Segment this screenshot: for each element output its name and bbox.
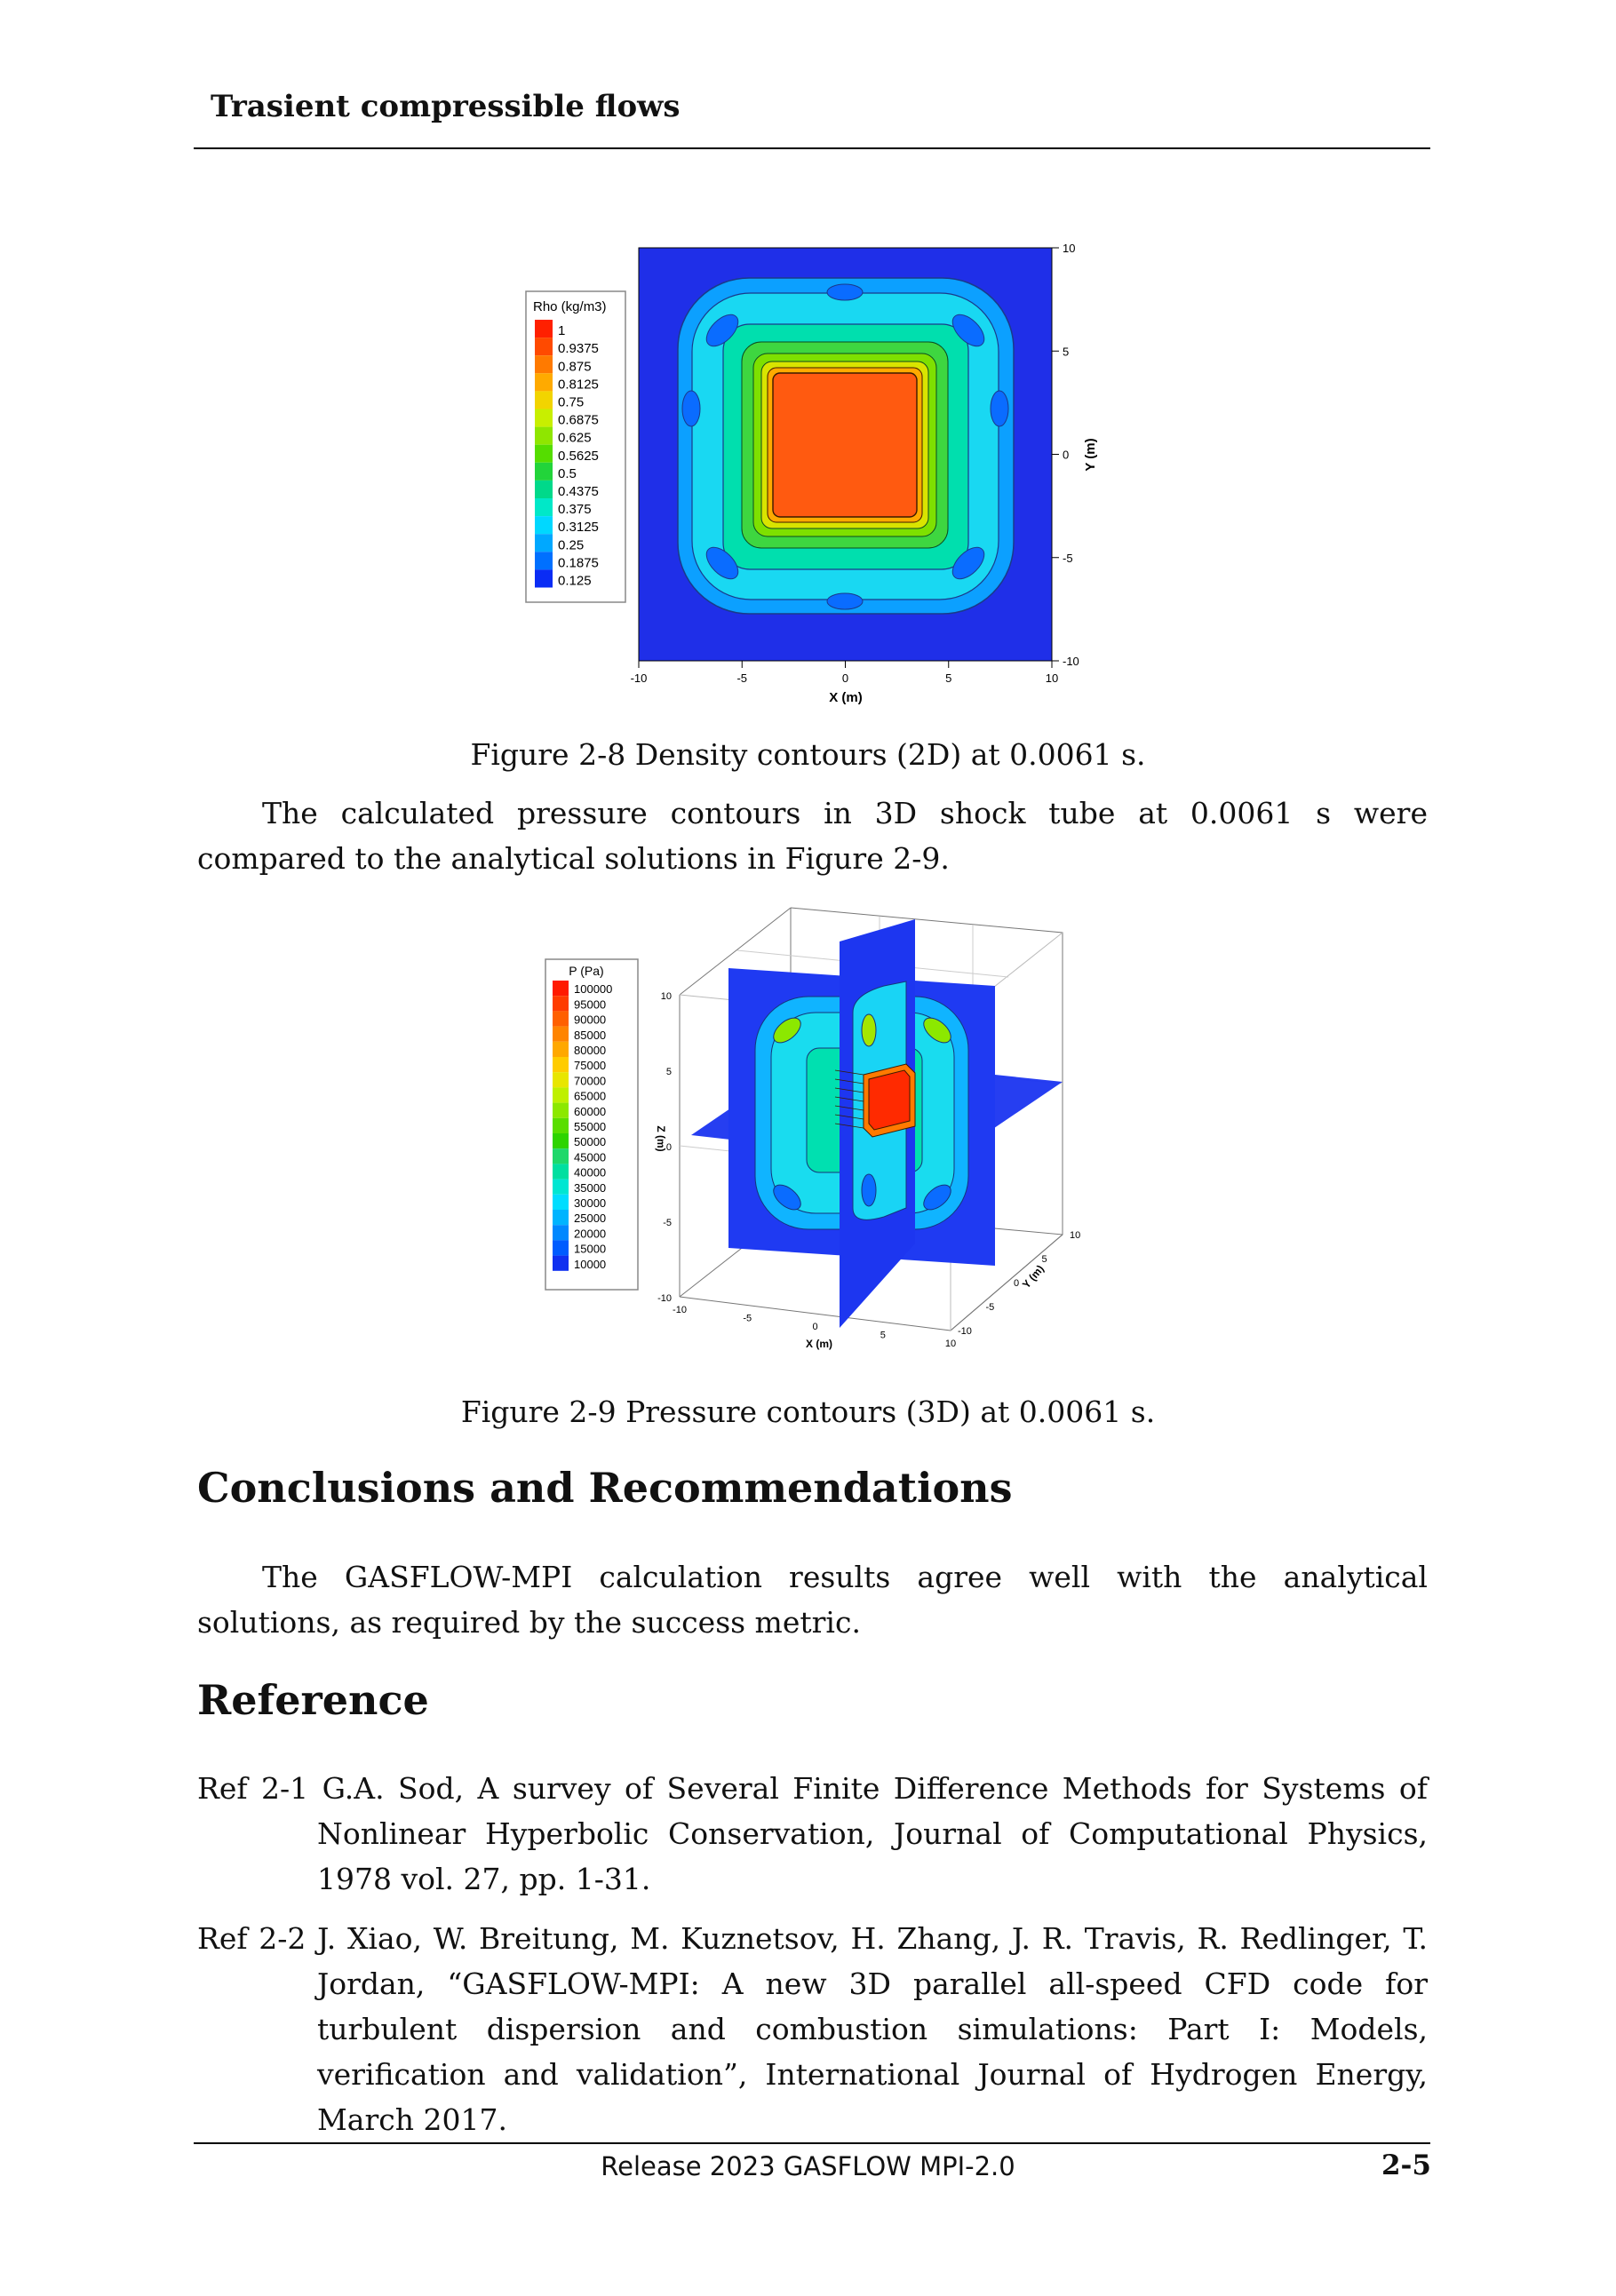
density-x-tick-label: 0 (841, 671, 849, 685)
density-legend-swatch (535, 355, 553, 373)
density-legend-swatch (535, 534, 553, 552)
density-legend-title: Rho (kg/m3) (533, 299, 607, 314)
pressure-z-tick-label: 5 (665, 1067, 672, 1077)
pressure-legend-swatch (553, 1057, 569, 1072)
pressure-legend-swatch (553, 996, 569, 1011)
density-y-tick-label: -5 (1063, 551, 1073, 565)
density-legend-label: 0.375 (558, 502, 592, 518)
pressure-legend-label: 15000 (574, 1242, 607, 1256)
density-legend-label: 0.5 (558, 465, 577, 481)
density-legend-label: 0.4375 (558, 484, 599, 499)
density-y-axis-label: Y (m) (1083, 438, 1098, 472)
density-legend-label: 1 (558, 323, 566, 339)
pressure-legend-swatch (553, 1042, 569, 1057)
pressure-z-tick-label: 0 (665, 1142, 672, 1153)
pressure-legend-swatch (553, 1210, 569, 1225)
header-rule (194, 147, 1430, 149)
page-header-title: Trasient compressible flows (211, 89, 681, 124)
density-x-tick-label: -10 (630, 671, 648, 685)
density-legend-swatch (535, 338, 553, 355)
reference-text: Ref 2-2 J. Xiao, W. Breitung, M. Kuznetsov, H. Zhang, J. R. Travis, R. Redlinger, T. Jordan, “GASFLOW-MPI: A new 3D parallel all-speed CFD code for turbulent dispersion and combustion simulations: Part I: Models, verification and validation”, International Journal of Hydrogen Energy, March 2017. (197, 1921, 1428, 2137)
pressure-legend-swatch (553, 1103, 569, 1118)
pressure-legend-label: 10000 (574, 1257, 607, 1271)
footer-release: Release 2023 GASFLOW MPI-2.0 (601, 2151, 1015, 2181)
reference-item (197, 1916, 1428, 2142)
pressure-legend-swatch (553, 981, 569, 996)
density-legend-swatch (535, 463, 553, 481)
pressure-legend-label: 100000 (574, 982, 613, 997)
pressure-legend-label: 75000 (574, 1059, 607, 1073)
density-legend-label: 0.1875 (558, 555, 599, 571)
figure-2-9-caption: Figure 2-9 Pressure contours (3D) at 0.0061 s. (460, 1394, 1156, 1429)
pressure-legend-swatch (553, 1180, 569, 1195)
pressure-legend-label: 45000 (574, 1150, 607, 1164)
density-legend-label: 0.3125 (558, 520, 599, 536)
density-legend-label: 0.875 (558, 359, 592, 375)
pressure-contour-figure (533, 897, 1102, 1359)
figure-2-8-caption: Figure 2-8 Density contours (2D) at 0.0061 s. (470, 737, 1146, 772)
pressure-y-tick-label: -10 (958, 1326, 972, 1337)
density-legend-label: 0.9375 (558, 341, 599, 357)
density-legend-swatch (535, 409, 553, 427)
density-legend-swatch (535, 498, 553, 516)
pressure-legend-label: 95000 (574, 997, 607, 1012)
density-legend-label: 0.625 (558, 430, 592, 446)
pressure-x-tick-label: -10 (673, 1305, 687, 1315)
pressure-legend-swatch (553, 1195, 569, 1210)
pressure-z-axis-label: Z (m) (655, 1125, 667, 1152)
density-x-axis-label: X (m) (829, 690, 863, 705)
pressure-x-tick-label: -5 (743, 1313, 752, 1324)
pressure-legend-label: 70000 (574, 1074, 607, 1088)
pressure-legend-label: 65000 (574, 1089, 607, 1103)
pressure-legend-label: 25000 (574, 1212, 607, 1226)
density-legend-swatch (535, 373, 553, 391)
density-y-tick-label: 10 (1063, 242, 1076, 255)
density-x-tick-label: 10 (1045, 671, 1059, 685)
pressure-z-tick-label: -10 (657, 1293, 672, 1304)
pressure-legend-label: 30000 (574, 1196, 607, 1210)
pressure-legend-label: 90000 (574, 1013, 607, 1027)
density-x-ticks (631, 661, 1059, 685)
pressure-y-tick-label: 10 (1070, 1230, 1081, 1241)
footer-rule (194, 2142, 1430, 2144)
density-legend-swatch (535, 445, 553, 463)
pressure-z-tick-label: -5 (663, 1218, 672, 1228)
pressure-y-axis-label: Y (m) (1019, 1262, 1047, 1291)
reference-text: Ref 2-1 G.A. Sod, A survey of Several Finite Difference Methods for Systems of Nonlinear Hyperbolic Conservation, Journal of Computational Physics, 1978 vol. 27, pp. 1-31. (197, 1771, 1428, 1896)
density-contour-figure (515, 231, 1119, 711)
pressure-legend-swatch (553, 1087, 569, 1102)
density-legend-swatch (535, 569, 553, 587)
density-x-tick-label: -5 (736, 671, 748, 685)
pressure-y-tick-label: 5 (1041, 1254, 1047, 1265)
reference-heading: Reference (197, 1676, 429, 1724)
pressure-legend-swatch (553, 1118, 569, 1133)
pressure-legend-label: 20000 (574, 1227, 607, 1241)
density-legend-swatch (535, 391, 553, 409)
pressure-x-tick-label: 5 (880, 1330, 886, 1341)
density-y-tick-label: 0 (1063, 448, 1070, 462)
pressure-x-tick-label: 0 (812, 1322, 818, 1332)
density-legend-label: 0.125 (558, 573, 592, 589)
density-y-tick-label: 5 (1063, 345, 1070, 359)
pressure-legend-swatch (553, 1256, 569, 1271)
density-legend-swatch (535, 481, 553, 498)
page-number: 2-5 (1381, 2149, 1431, 2181)
density-legend-label: 0.25 (558, 537, 585, 553)
pressure-legend-swatch (553, 1072, 569, 1087)
pressure-legend-swatch (553, 1027, 569, 1042)
reference-item (197, 1766, 1428, 1902)
pressure-legend-label: 40000 (574, 1165, 607, 1180)
pressure-legend-label: 35000 (574, 1180, 607, 1195)
conclusions-heading: Conclusions and Recommendations (197, 1464, 1013, 1512)
pressure-legend-label: 80000 (574, 1044, 607, 1057)
density-legend-swatch (535, 552, 553, 569)
pressure-legend-label: 60000 (574, 1104, 607, 1118)
pressure-legend-swatch (553, 1225, 569, 1240)
pressure-legend-swatch (553, 1011, 569, 1026)
pressure-z-tick-label: 10 (660, 991, 672, 1002)
pressure-y-tick-label: -5 (985, 1302, 995, 1313)
density-y-ticks (1052, 242, 1079, 668)
density-legend-label: 0.5625 (558, 448, 599, 464)
density-legend-swatch (535, 516, 553, 534)
density-legend-label: 0.6875 (558, 412, 599, 428)
pressure-x-tick-label: 10 (944, 1339, 957, 1349)
pressure-x-axis-label: X (m) (806, 1338, 832, 1350)
density-legend-label: 0.75 (558, 394, 585, 410)
pressure-legend-label: 85000 (574, 1028, 607, 1042)
conclusions-paragraph: The GASFLOW-MPI calculation results agree well with the analytical solutions, as required by the success metric. (197, 1560, 1428, 1640)
pressure-legend-swatch (553, 1240, 569, 1255)
pressure-legend-label: 50000 (574, 1135, 607, 1149)
pressure-legend (553, 981, 612, 1271)
density-x-tick-label: 5 (945, 671, 952, 685)
density-y-tick-label: -10 (1063, 655, 1079, 668)
density-legend-swatch (535, 427, 553, 445)
pressure-y-tick-label: 0 (1014, 1278, 1020, 1289)
density-legend-label: 0.8125 (558, 377, 599, 393)
pressure-intro-paragraph: The calculated pressure contours in 3D shock tube at 0.0061 s were compared to the analytical solutions in Figure 2-9. (197, 796, 1428, 876)
pressure-legend-label: 55000 (574, 1120, 607, 1133)
pressure-legend-title: P (Pa) (569, 964, 604, 978)
density-legend-swatch (535, 320, 553, 338)
pressure-legend-swatch (553, 1164, 569, 1179)
pressure-legend-swatch (553, 1133, 569, 1148)
pressure-legend-swatch (553, 1148, 569, 1164)
